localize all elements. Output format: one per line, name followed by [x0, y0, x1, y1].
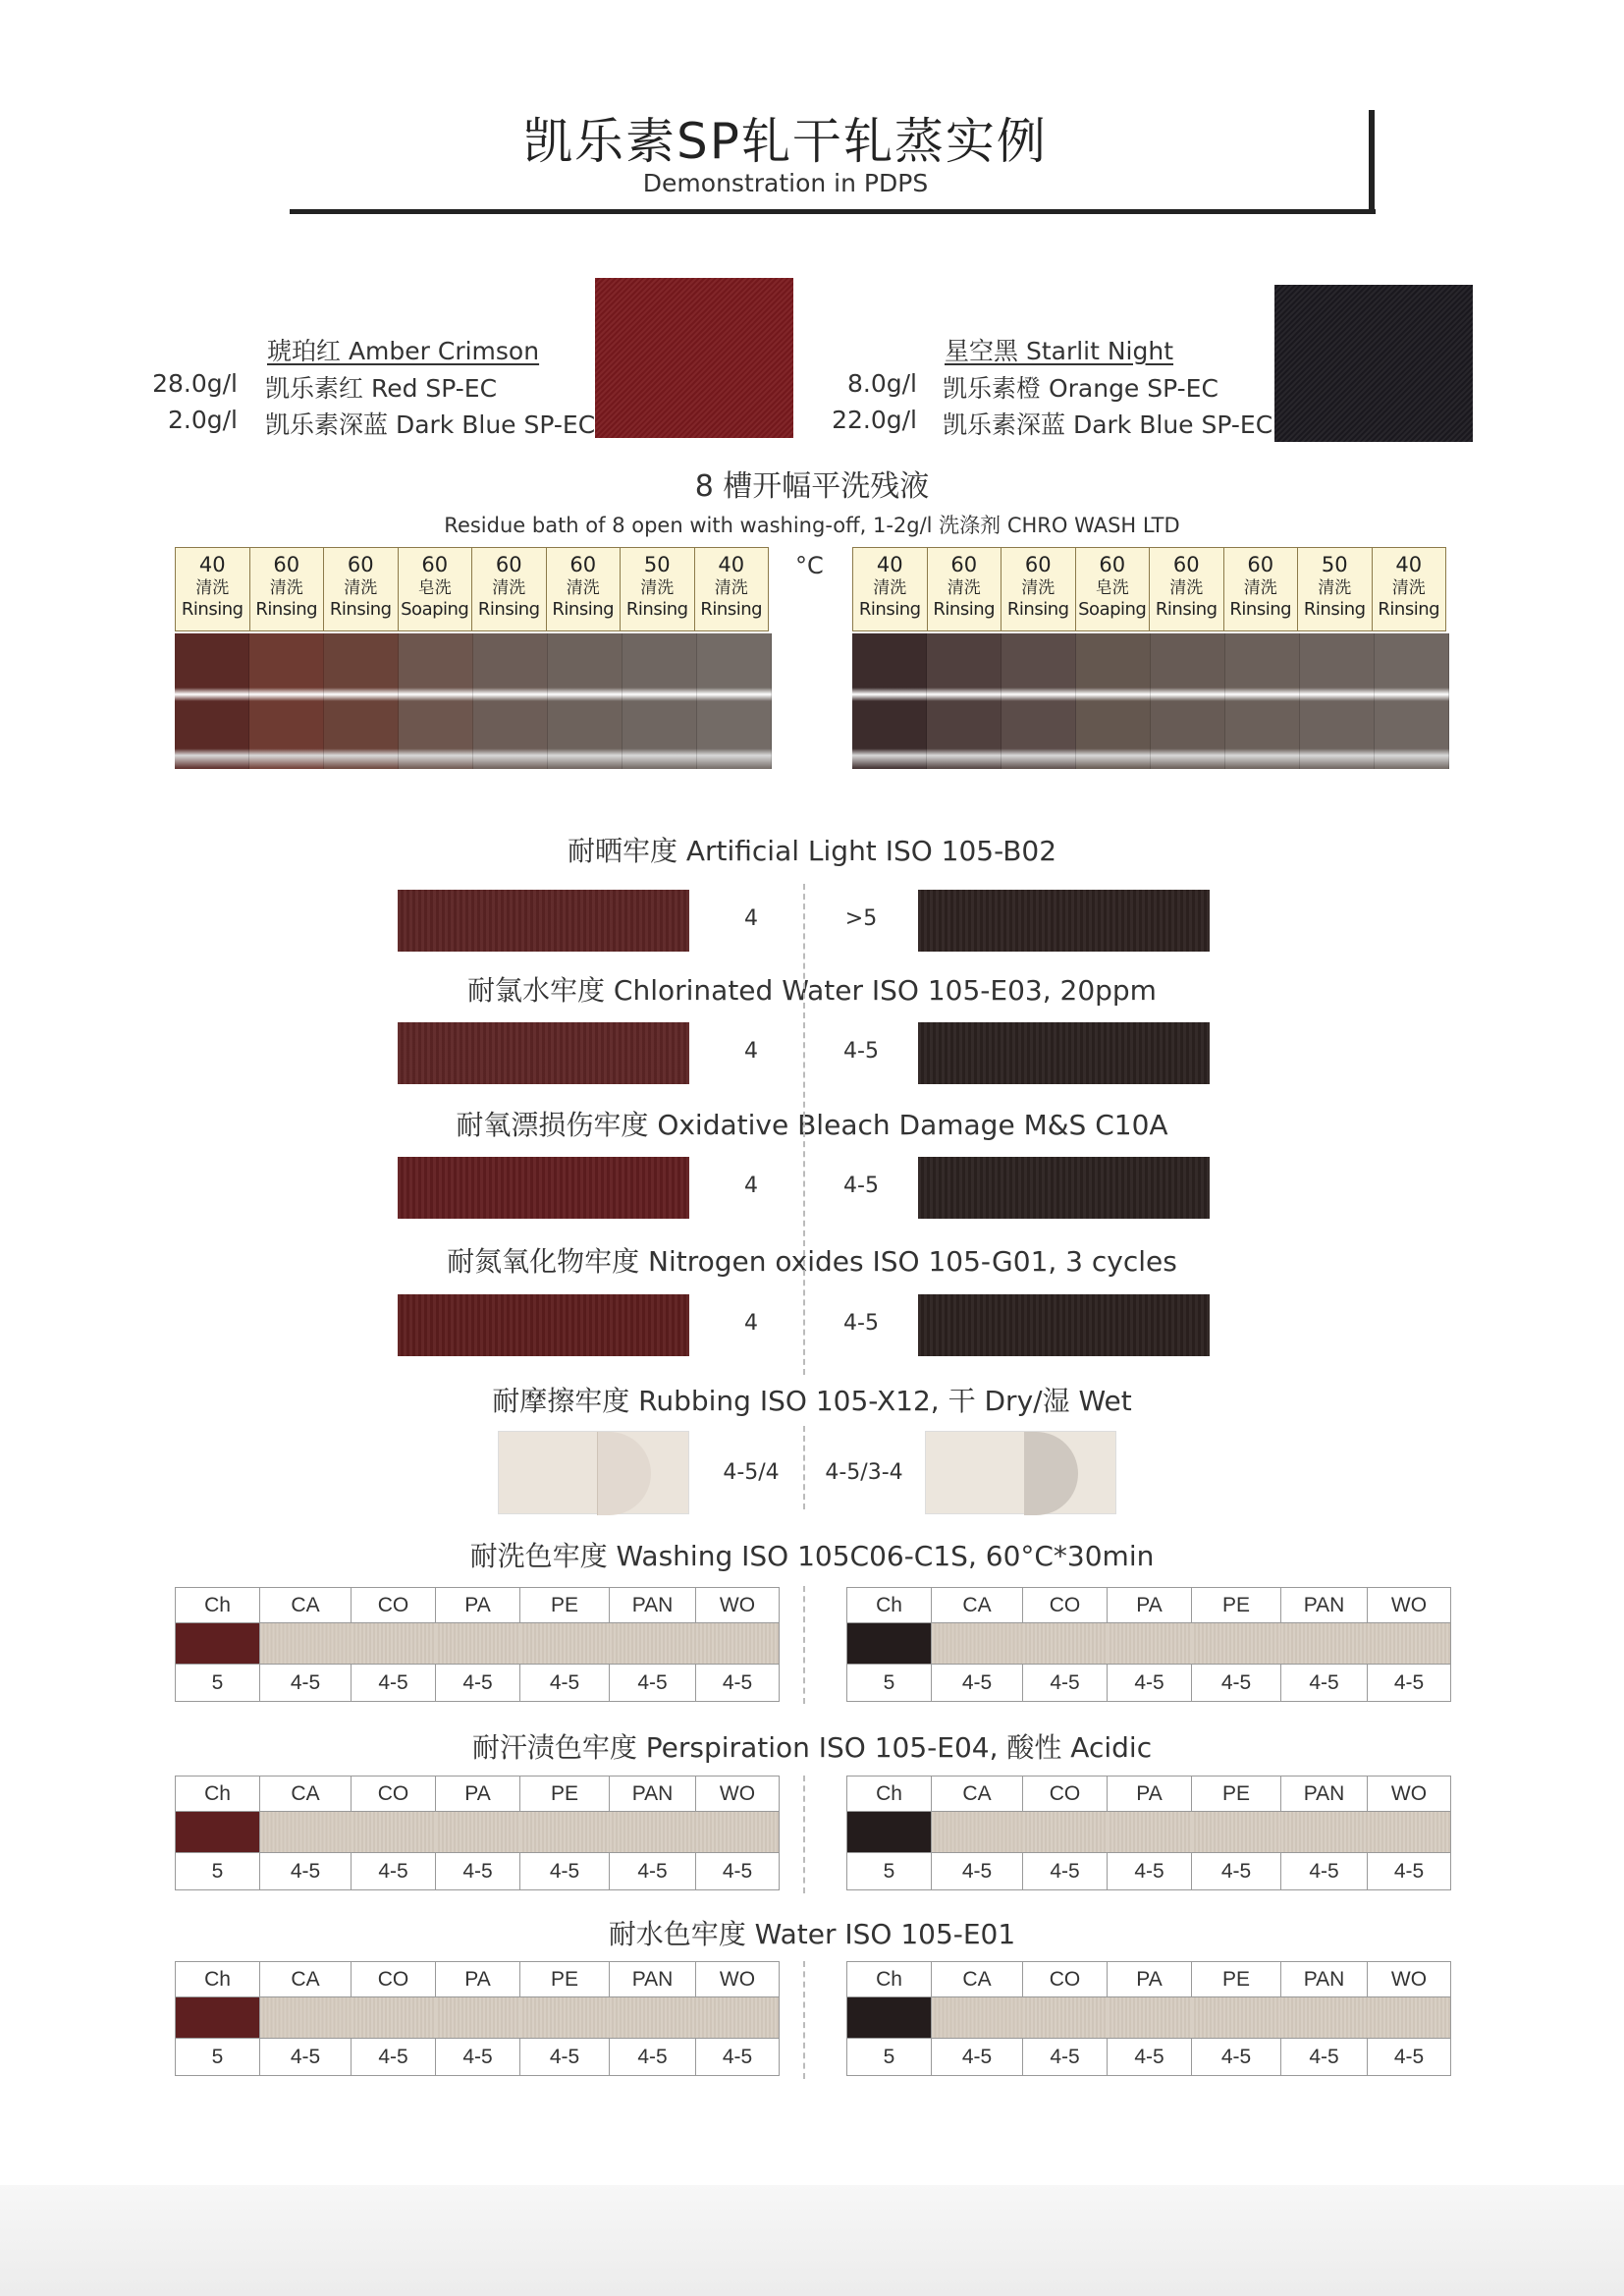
bath-cell [249, 548, 324, 631]
recipe-conc: 22.0g/l [832, 406, 917, 434]
staining-swatch [696, 1623, 780, 1665]
grade-cell: 4-5 [1023, 1665, 1108, 1702]
center-divider [803, 1586, 805, 1704]
staining-swatch [1368, 1997, 1451, 2039]
staining-swatch [1108, 1997, 1192, 2039]
fiber-header: WO [1368, 1777, 1451, 1812]
bath-step-zh: 清洗 [344, 578, 378, 598]
grade-cell: 4-5 [1023, 2039, 1108, 2076]
bath-temperature: 60 [569, 553, 597, 576]
grade-cell: 4-5 [1192, 1853, 1281, 1890]
staining-swatch [1023, 1812, 1108, 1853]
fiber-header: WO [1368, 1962, 1451, 1997]
fiber-header: CA [932, 1777, 1023, 1812]
recipe-dye: 凯乐素橙 Orange SP-EC [943, 374, 1218, 403]
bath-temperature: 40 [1395, 553, 1423, 576]
bath-cell [694, 548, 769, 631]
recipe-conc: 2.0g/l [168, 406, 238, 434]
swatch-light-right [918, 890, 1210, 952]
residue-sample [1001, 633, 1076, 769]
fiber-header: WO [696, 1588, 780, 1623]
bath-cell [1372, 548, 1446, 631]
bath-cell [1298, 548, 1373, 631]
grade-cell: 4-5 [520, 1665, 610, 1702]
grey-scale-table [175, 1587, 780, 1702]
test-title-perspiration: 耐汗渍色牢度 Perspiration ISO 105-E04, 酸性 Acidic [471, 1731, 1153, 1764]
swatch-chlorinated-left [398, 1022, 689, 1084]
grade-cell: 4-5 [436, 1853, 520, 1890]
grade-chlorinated-left: 4 [744, 1039, 758, 1064]
bath-step-zh: 清洗 [1391, 578, 1426, 598]
bath-step-en: Soaping [1078, 599, 1147, 620]
bath-step-zh: 清洗 [269, 578, 303, 598]
fiber-header: PAN [610, 1962, 696, 1997]
bath-temperature: 60 [950, 553, 978, 576]
bath-step-en: Rinsing [1378, 599, 1440, 620]
fiber-header: PA [1108, 1962, 1192, 1997]
change-swatch [847, 1812, 932, 1853]
grade-rubbing-left: 4-5/4 [723, 1460, 780, 1485]
staining-swatch [932, 1812, 1023, 1853]
fiber-header: Ch [176, 1777, 260, 1812]
center-divider [803, 1776, 805, 1893]
bath-step-zh: 清洗 [714, 578, 748, 598]
bath-step-zh: 清洗 [1243, 578, 1277, 598]
center-divider [803, 1426, 805, 1509]
grade-cell: 4-5 [436, 2039, 520, 2076]
fiber-header: PE [1192, 1962, 1281, 1997]
bath-step-en: Rinsing [858, 599, 921, 620]
residue-sample [1225, 633, 1300, 769]
staining-swatch [1281, 1812, 1368, 1853]
swatch-nitrogen-right [918, 1294, 1210, 1356]
bath-step-zh: 清洗 [1318, 578, 1352, 598]
residue-sample [473, 633, 548, 769]
staining-swatch [610, 1997, 696, 2039]
grade-cell: 4-5 [1281, 1853, 1368, 1890]
grade-cell: 5 [176, 2039, 260, 2076]
grade-cell: 4-5 [352, 1665, 436, 1702]
test-title-nitrogen: 耐氮氧化物牢度 Nitrogen oxides ISO 105-G01, 3 cycles [447, 1245, 1177, 1278]
bath-step-en: Rinsing [700, 599, 763, 620]
bath-cell [546, 548, 621, 631]
grade-cell: 4-5 [1108, 1853, 1192, 1890]
grade-cell: 4-5 [1192, 2039, 1281, 2076]
scan-bottom-shade [0, 2185, 1624, 2296]
grade-cell: 4-5 [260, 1853, 352, 1890]
fiber-header: PA [436, 1588, 520, 1623]
bath-step-zh: 清洗 [492, 578, 526, 598]
fiber-header: Ch [176, 1962, 260, 1997]
grade-cell: 4-5 [260, 2039, 352, 2076]
bath-table-left [175, 547, 769, 631]
bath-step-en: Rinsing [625, 599, 688, 620]
bath-temperature: 60 [421, 553, 449, 576]
fiber-header: CO [1023, 1777, 1108, 1812]
staining-swatch [1023, 1997, 1108, 2039]
bath-cell [324, 548, 399, 631]
grade-cell: 5 [847, 1665, 932, 1702]
fiber-header: CA [260, 1777, 352, 1812]
residue-sample [1300, 633, 1375, 769]
grade-cell: 4-5 [520, 1853, 610, 1890]
bath-temperature: 60 [347, 553, 374, 576]
grade-cell: 4-5 [610, 1853, 696, 1890]
center-divider [803, 1961, 805, 2079]
grade-cell: 4-5 [932, 2039, 1023, 2076]
fiber-header: Ch [847, 1777, 932, 1812]
test-title-light: 耐晒牢度 Artificial Light ISO 105-B02 [567, 835, 1057, 867]
grey-scale-table [175, 1961, 780, 2076]
grade-cell: 4-5 [352, 1853, 436, 1890]
residue-sample [927, 633, 1001, 769]
staining-swatch [1108, 1812, 1192, 1853]
fiber-header: CO [1023, 1962, 1108, 1997]
grade-cell: 4-5 [932, 1853, 1023, 1890]
grade-cell: 5 [847, 2039, 932, 2076]
grade-bleach-right: 4-5 [843, 1174, 879, 1198]
bath-cell [1001, 548, 1076, 631]
staining-swatch [1192, 1812, 1281, 1853]
grade-bleach-left: 4 [744, 1174, 758, 1198]
change-swatch [176, 1997, 260, 2039]
recipe-conc: 8.0g/l [847, 369, 917, 398]
swatch-nitrogen-left [398, 1294, 689, 1356]
test-title-bleach: 耐氧漂损伤牢度 Oxidative Bleach Damage M&S C10A [456, 1109, 1168, 1141]
change-swatch [176, 1812, 260, 1853]
bath-step-en: Soaping [401, 599, 469, 620]
recipe-dye: 凯乐素深蓝 Dark Blue SP-EC [943, 410, 1273, 439]
staining-swatch [1023, 1623, 1108, 1665]
staining-swatch [520, 1623, 610, 1665]
staining-swatch [1281, 1997, 1368, 2039]
fiber-header: PE [1192, 1777, 1281, 1812]
fiber-header: CA [932, 1588, 1023, 1623]
bath-step-zh: 清洗 [640, 578, 675, 598]
residue-strip-right [852, 633, 1449, 769]
rubbing-stain [597, 1432, 651, 1515]
center-divider [803, 884, 805, 1375]
bath-step-en: Rinsing [552, 599, 615, 620]
residue-sample [1375, 633, 1449, 769]
fiber-header: WO [696, 1777, 780, 1812]
fiber-header: CA [260, 1962, 352, 1997]
grey-scale-table [175, 1776, 780, 1890]
change-swatch [847, 1623, 932, 1665]
recipe-dye: 凯乐素红 Red SP-EC [265, 374, 498, 403]
residue-sample [324, 633, 399, 769]
test-title-rubbing: 耐摩擦牢度 Rubbing ISO 105-X12, 干 Dry/湿 Wet [492, 1385, 1132, 1417]
staining-swatch [1368, 1812, 1451, 1853]
grade-rubbing-right: 4-5/3-4 [825, 1460, 903, 1485]
staining-swatch [436, 1812, 520, 1853]
residue-sample [175, 633, 249, 769]
fiber-header: WO [696, 1962, 780, 1997]
change-swatch [176, 1623, 260, 1665]
grade-cell: 4-5 [260, 1665, 352, 1702]
fiber-header: PA [1108, 1777, 1192, 1812]
rubbing-cloth-right [925, 1431, 1116, 1514]
bath-cell [1075, 548, 1150, 631]
staining-swatch [1108, 1623, 1192, 1665]
bath-temperature: 40 [876, 553, 903, 576]
staining-swatch [260, 1812, 352, 1853]
test-title-water: 耐水色牢度 Water ISO 105-E01 [608, 1918, 1016, 1950]
staining-swatch [260, 1623, 352, 1665]
title-underline [290, 209, 1376, 214]
bath-table-right [852, 547, 1446, 631]
residue-subtitle: Residue bath of 8 open with washing-off, 1-2g/l 洗涤剂 CHRO WASH LTD [444, 514, 1180, 537]
residue-sample [249, 633, 324, 769]
fiber-header: CA [260, 1588, 352, 1623]
staining-swatch [352, 1812, 436, 1853]
title-corner-rule [1369, 110, 1375, 214]
residue-sample [623, 633, 697, 769]
grade-cell: 4-5 [696, 1665, 780, 1702]
bath-step-en: Rinsing [1155, 599, 1218, 620]
bath-step-en: Rinsing [1006, 599, 1069, 620]
grade-cell: 4-5 [436, 1665, 520, 1702]
bath-step-zh: 清洗 [195, 578, 230, 598]
bath-cell [927, 548, 1001, 631]
grade-cell: 4-5 [610, 2039, 696, 2076]
fiber-header: PE [520, 1588, 610, 1623]
fiber-header: PA [1108, 1588, 1192, 1623]
rubbing-cloth-left [498, 1431, 689, 1514]
grade-cell: 4-5 [1108, 2039, 1192, 2076]
residue-strip-left [175, 633, 772, 769]
bath-step-zh: 皂洗 [417, 578, 452, 598]
staining-swatch [1192, 1997, 1281, 2039]
staining-swatch [1281, 1623, 1368, 1665]
grade-cell: 4-5 [520, 2039, 610, 2076]
bath-step-en: Rinsing [1303, 599, 1366, 620]
bath-cell [176, 548, 250, 631]
residue-sample [548, 633, 623, 769]
bath-temperature: 60 [1172, 553, 1200, 576]
fiber-header: PAN [1281, 1777, 1368, 1812]
fabric-swatch-amber-crimson [595, 278, 793, 438]
fiber-header: PA [436, 1962, 520, 1997]
grade-cell: 4-5 [1368, 1665, 1451, 1702]
bath-step-en: Rinsing [1229, 599, 1292, 620]
residue-sample [1076, 633, 1151, 769]
staining-swatch [932, 1997, 1023, 2039]
grade-cell: 5 [176, 1665, 260, 1702]
staining-swatch [696, 1812, 780, 1853]
rubbing-stain [1024, 1432, 1078, 1515]
bath-cell [472, 548, 547, 631]
page-title: 凯乐素SP轧干轧蒸实例 [523, 113, 1048, 170]
fiber-header: PE [520, 1962, 610, 1997]
staining-swatch [260, 1997, 352, 2039]
swatch-bleach-left [398, 1157, 689, 1219]
grade-cell: 4-5 [932, 1665, 1023, 1702]
grade-cell: 4-5 [1281, 1665, 1368, 1702]
fiber-header: CO [1023, 1588, 1108, 1623]
fabric-swatch-starlit-night [1274, 285, 1473, 442]
residue-sample [697, 633, 772, 769]
grade-cell: 4-5 [610, 1665, 696, 1702]
staining-swatch [436, 1623, 520, 1665]
fiber-header: Ch [847, 1962, 932, 1997]
bath-temperature: 60 [273, 553, 300, 576]
grade-light-left: 4 [744, 906, 758, 931]
change-swatch [847, 1997, 932, 2039]
bath-temperature: 50 [643, 553, 671, 576]
bath-temperature: 60 [495, 553, 522, 576]
bath-temperature: 40 [718, 553, 745, 576]
fiber-header: CO [352, 1588, 436, 1623]
bath-step-zh: 清洗 [947, 578, 981, 598]
grade-cell: 4-5 [696, 2039, 780, 2076]
grade-nitrogen-left: 4 [744, 1311, 758, 1336]
bath-cell [621, 548, 695, 631]
recipe-dye: 凯乐素深蓝 Dark Blue SP-EC [265, 410, 596, 439]
grade-cell: 5 [847, 1853, 932, 1890]
bath-temperature: 60 [1247, 553, 1274, 576]
residue-sample [399, 633, 473, 769]
staining-swatch [352, 1997, 436, 2039]
bath-step-en: Rinsing [181, 599, 244, 620]
bath-temperature: 60 [1024, 553, 1052, 576]
grade-cell: 5 [176, 1853, 260, 1890]
fiber-header: PA [436, 1777, 520, 1812]
grade-cell: 4-5 [1192, 1665, 1281, 1702]
grade-cell: 4-5 [696, 1853, 780, 1890]
fiber-header: PAN [610, 1588, 696, 1623]
temperature-unit: °C [795, 552, 824, 579]
bath-step-zh: 清洗 [566, 578, 600, 598]
grade-cell: 4-5 [1368, 2039, 1451, 2076]
fiber-header: PAN [1281, 1962, 1368, 1997]
bath-step-zh: 清洗 [873, 578, 907, 598]
bath-step-en: Rinsing [255, 599, 318, 620]
bath-step-zh: 皂洗 [1095, 578, 1129, 598]
recipe-name: 星空黑 Starlit Night [945, 337, 1174, 365]
staining-swatch [932, 1623, 1023, 1665]
fiber-header: CO [352, 1962, 436, 1997]
bath-temperature: 60 [1099, 553, 1126, 576]
grade-cell: 4-5 [1108, 1665, 1192, 1702]
test-title-chlorinated: 耐氯水牢度 Chlorinated Water ISO 105-E03, 20ppm [467, 974, 1157, 1007]
grey-scale-table [846, 1776, 1451, 1890]
staining-swatch [1192, 1623, 1281, 1665]
bath-temperature: 50 [1321, 553, 1348, 576]
grade-chlorinated-right: 4-5 [843, 1039, 879, 1064]
bath-step-en: Rinsing [329, 599, 392, 620]
staining-swatch [352, 1623, 436, 1665]
swatch-light-left [398, 890, 689, 952]
grade-cell: 4-5 [1368, 1853, 1451, 1890]
grade-cell: 4-5 [352, 2039, 436, 2076]
swatch-bleach-right [918, 1157, 1210, 1219]
bath-step-en: Rinsing [933, 599, 996, 620]
staining-swatch [436, 1997, 520, 2039]
residue-title: 8 槽开幅平洗残液 [694, 469, 930, 504]
test-title-washing: 耐洗色牢度 Washing ISO 105C06-C1S, 60°C*30min [469, 1540, 1155, 1572]
fiber-header: PAN [1281, 1588, 1368, 1623]
grade-nitrogen-right: 4-5 [843, 1311, 879, 1336]
bath-cell [398, 548, 472, 631]
staining-swatch [696, 1997, 780, 2039]
recipe-name: 琥珀红 Amber Crimson [267, 337, 540, 365]
grade-cell: 4-5 [1023, 1853, 1108, 1890]
bath-cell [853, 548, 928, 631]
staining-swatch [610, 1623, 696, 1665]
fiber-header: CO [352, 1777, 436, 1812]
grey-scale-table [846, 1961, 1451, 2076]
staining-swatch [1368, 1623, 1451, 1665]
bath-cell [1223, 548, 1298, 631]
page-subtitle: Demonstration in PDPS [642, 169, 929, 197]
residue-sample [852, 633, 927, 769]
staining-swatch [520, 1997, 610, 2039]
fiber-header: PE [1192, 1588, 1281, 1623]
grey-scale-table [846, 1587, 1451, 1702]
staining-swatch [610, 1812, 696, 1853]
bath-step-zh: 清洗 [1169, 578, 1204, 598]
fiber-header: PAN [610, 1777, 696, 1812]
grade-cell: 4-5 [1281, 2039, 1368, 2076]
fiber-header: WO [1368, 1588, 1451, 1623]
bath-step-zh: 清洗 [1021, 578, 1056, 598]
fiber-header: PE [520, 1777, 610, 1812]
bath-step-en: Rinsing [477, 599, 540, 620]
recipe-conc: 28.0g/l [152, 369, 238, 398]
grade-light-right: >5 [844, 906, 878, 931]
fiber-header: CA [932, 1962, 1023, 1997]
residue-sample [1151, 633, 1225, 769]
fiber-header: Ch [176, 1588, 260, 1623]
bath-cell [1150, 548, 1224, 631]
swatch-chlorinated-right [918, 1022, 1210, 1084]
staining-swatch [520, 1812, 610, 1853]
fiber-header: Ch [847, 1588, 932, 1623]
bath-temperature: 40 [198, 553, 226, 576]
